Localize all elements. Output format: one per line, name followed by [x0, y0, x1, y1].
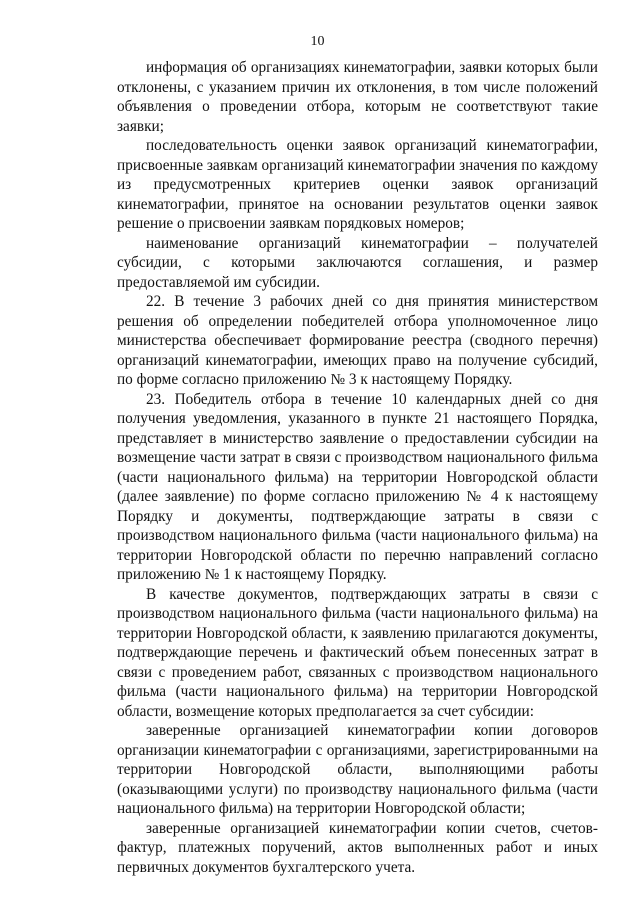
paragraph-supporting-documents: В качестве документов, подтверждающих затраты в связи с производством национального фильма (части национального фильма) на территории Новгородской области, к заявлению прилагаются документы, подтверждающие перечень и фактический объем понесенных затрат в связи с проведением работ, связанных с производством национального фильма (части национального фильма) на территории Новгородской области, возмещение которых предполагается за счет субсидии: — [117, 585, 598, 720]
paragraph-contract-copies: заверенные организацией кинематографии копии договоров организации кинематографии с организациями, зарегистрированными на территории Новгородской области, выполняющими работы (оказывающими услуги) по производству национального фильма (части национального фильма) на территории Новгородской области; — [117, 722, 598, 817]
paragraph-rejected-applications-info: информация об организациях кинематографии, заявки которых были отклонены, с указанием причин их отклонения, в том числе положений объявления о проведении отбора, которым не соответствуют такие заявки; — [117, 59, 598, 135]
paragraph-invoice-copies: заверенные организацией кинематографии копии счетов, счетов-фактур, платежных поручений, актов выполненных работ и иных первичных документов бухгалтерского учета. — [117, 819, 598, 876]
paragraph-subsidy-recipients: наименование организаций кинематографии – получателей субсидии, с которыми заключаются соглашения, и размер предоставляемой им субсидии. — [117, 234, 598, 291]
document-body — [117, 58, 598, 877]
page-number: 10 — [310, 34, 325, 49]
paragraph-evaluation-sequence: последовательность оценки заявок организаций кинематографии, присвоенные заявкам организаций кинематографии значения по каждому из предусмотренных критериев оценки заявок организаций кинематографии, принятое на основании результатов оценки заявок решение о присвоении заявкам порядковых номеров; — [117, 137, 598, 232]
paragraph-item-22: 22. В течение 3 рабочих дней со дня принятия министерством решения об определении победителей отбора уполномоченное лицо министерства обеспечивает формирование реестра (сводного перечня) организаций кинематографии, имеющих право на получение субсидий, по форме согласно приложению № 3 к настоящему Порядку. — [117, 293, 598, 388]
paragraph-item-23: 23. Победитель отбора в течение 10 календарных дней со дня получения уведомления, указанного в пункте 21 настоящего Порядка, представляет в министерство заявление о предоставлении субсидии на возмещение части затрат в связи с производством национального фильма (части национального фильма) на территории Новгородской области (далее заявление) по форме согласно приложению № 4 к настоящему Порядку и документы, подтверждающие затраты в связи с производством национального фильма (части национального фильма) на территории Новгородской области по перечню направлений согласно приложению № 1 к настоящему Порядку. — [117, 390, 598, 583]
